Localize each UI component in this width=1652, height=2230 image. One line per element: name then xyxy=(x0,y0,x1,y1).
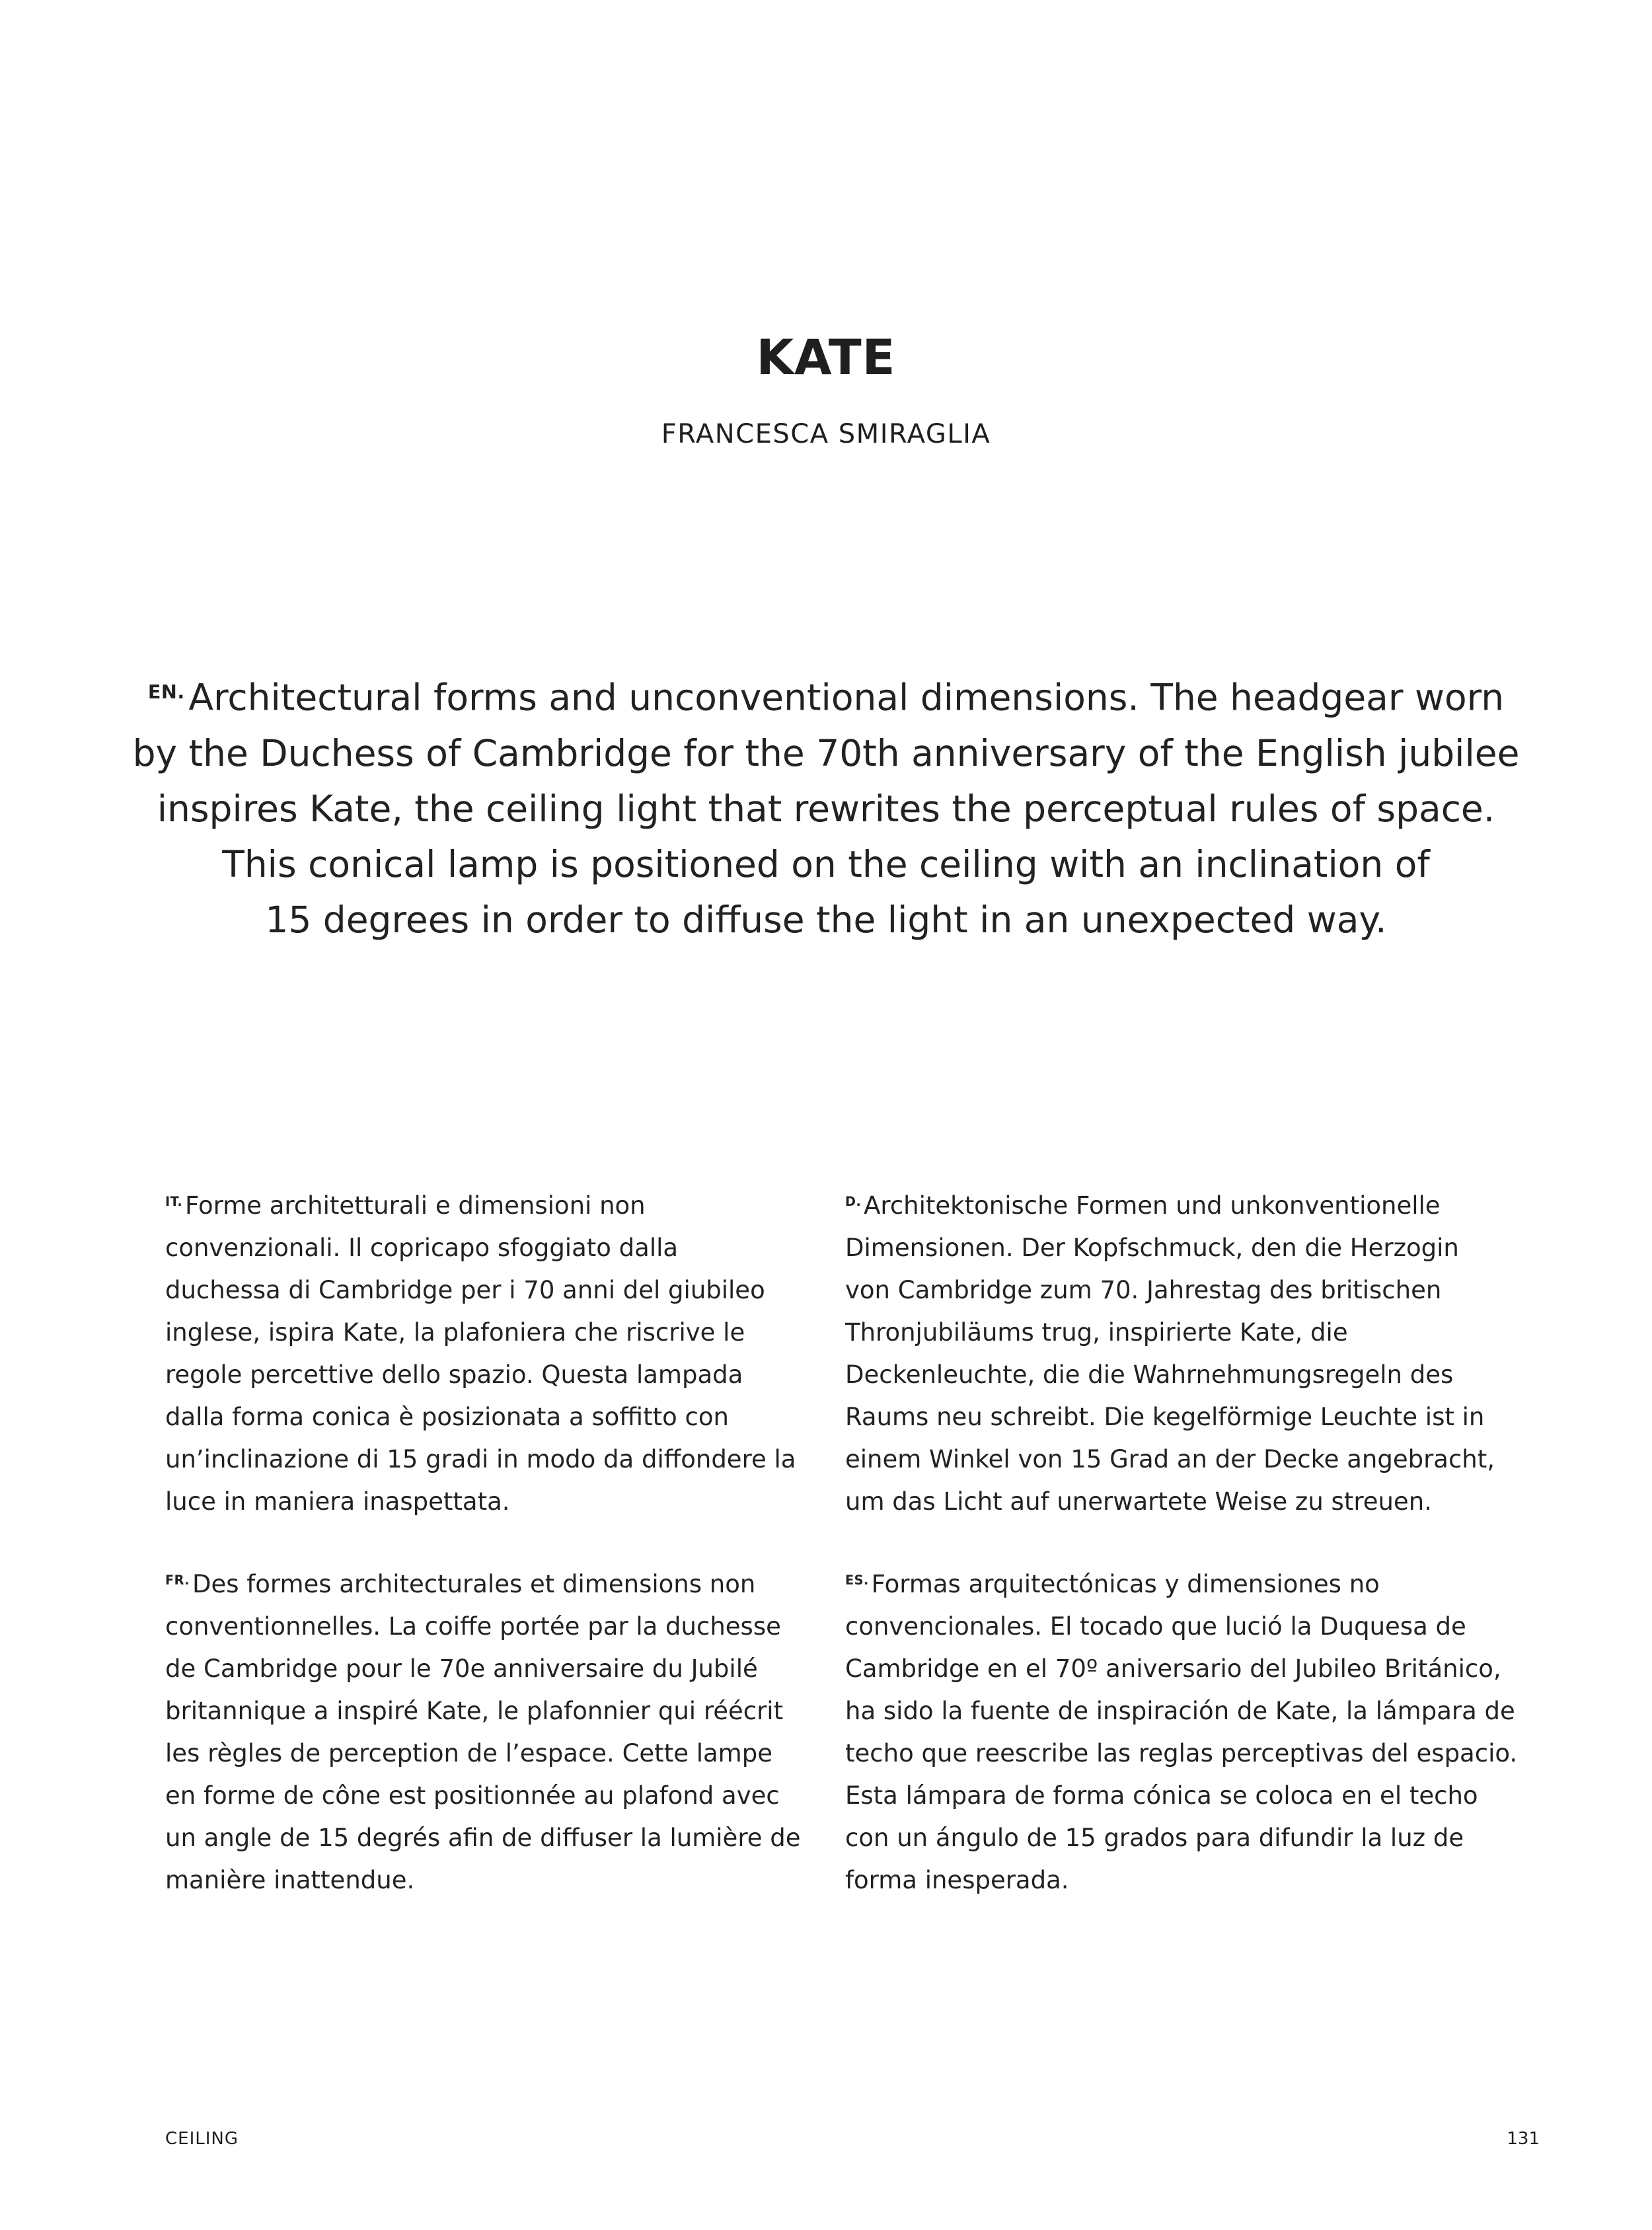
paragraph-line: con un ángulo de 15 grados para difundir la luz de xyxy=(845,1823,1464,1852)
paragraph-de xyxy=(845,1181,1499,1523)
paragraph-line: Esta lámpara de forma cónica se coloca en el techo xyxy=(845,1781,1478,1810)
language-tag: ES. xyxy=(845,1573,869,1588)
paragraph-line: Cambridge en el 70º aniversario del Jubileo Británico, xyxy=(845,1654,1501,1683)
intro-line: by the Duchess of Cambridge for the 70th anniversary of the English jubilee xyxy=(132,731,1520,774)
paragraph-line: manière inattendue. xyxy=(165,1865,415,1894)
paragraph-line: convenzionali. Il copricapo sfoggiato dalla xyxy=(165,1233,679,1262)
intro-line: inspires Kate, the ceiling light that rewrites the perceptual rules of space. xyxy=(157,787,1495,830)
paragraph-line: um das Licht auf unerwartete Weise zu streuen. xyxy=(845,1487,1432,1516)
paragraph-line xyxy=(165,1181,819,1227)
paragraph-line: duchessa di Cambridge per i 70 anni del giubileo xyxy=(165,1275,765,1304)
language-tag: EN. xyxy=(147,681,185,703)
page-title: KATE xyxy=(756,330,896,386)
paragraph-line: einem Winkel von 15 Grad an der Decke angebracht, xyxy=(845,1444,1495,1473)
paragraph-line: regole percettive dello spazio. Questa lampada xyxy=(165,1360,743,1389)
paragraph-line xyxy=(845,1181,1499,1227)
section-label: CEILING xyxy=(165,2129,239,2149)
intro-line xyxy=(119,664,1533,725)
paragraph-line: convencionales. El tocado que lució la Duquesa de xyxy=(845,1612,1466,1641)
paragraph-line: conventionnelles. La coiffe portée par la duchesse xyxy=(165,1612,781,1641)
paragraph-line xyxy=(165,1559,819,1606)
paragraph-line: inglese, ispira Kate, la plafoniera che riscrive le xyxy=(165,1318,745,1347)
paragraph-line: techo que reescribe las reglas perceptivas del espacio. xyxy=(845,1738,1518,1767)
intro-line: 15 degrees in order to diffuse the light in an unexpected way. xyxy=(265,898,1387,941)
paragraph-line-text: Architektonische Formen und unkonventionelle xyxy=(864,1191,1441,1220)
paragraph-it xyxy=(165,1181,819,1523)
paragraph-line-text: Forme architetturali e dimensioni non xyxy=(185,1191,646,1220)
language-tag: FR. xyxy=(165,1573,190,1588)
paragraph-line: Thronjubiläums trug, inspirierte Kate, die xyxy=(845,1318,1348,1347)
paragraph-line: britannique a inspiré Kate, le plafonnier qui réécrit xyxy=(165,1696,784,1725)
language-tag: D. xyxy=(845,1194,862,1209)
paragraph-line: les règles de perception de l’espace. Cette lampe xyxy=(165,1738,772,1767)
paragraph-line xyxy=(845,1559,1499,1606)
paragraph-line: forma inesperada. xyxy=(845,1865,1069,1894)
language-tag: IT. xyxy=(165,1194,183,1209)
paragraph-line: de Cambridge pour le 70e anniversaire du Jubilé xyxy=(165,1654,758,1683)
designer-name: FRANCESCA SMIRAGLIA xyxy=(661,419,991,449)
paragraph-line: luce in maniera inaspettata. xyxy=(165,1487,510,1516)
paragraph-line: ha sido la fuente de inspiración de Kate, la lámpara de xyxy=(845,1696,1515,1725)
paragraph-line: Deckenleuchte, die die Wahrnehmungsregeln des xyxy=(845,1360,1454,1389)
intro-paragraph-en xyxy=(119,664,1533,948)
paragraph-line: von Cambridge zum 70. Jahrestag des britischen xyxy=(845,1275,1442,1304)
paragraph-line-text: Formas arquitectónicas y dimensiones no xyxy=(871,1569,1380,1598)
intro-line: This conical lamp is positioned on the ceiling with an inclination of xyxy=(222,842,1430,885)
paragraph-fr xyxy=(165,1559,819,1902)
paragraph-line: en forme de cône est positionnée au plafond avec xyxy=(165,1781,780,1810)
paragraph-line-text: Des formes architecturales et dimensions non xyxy=(192,1569,756,1598)
paragraph-line: un’inclinazione di 15 gradi in modo da diffondere la xyxy=(165,1444,796,1473)
paragraph-line: dalla forma conica è posizionata a soffitto con xyxy=(165,1402,729,1431)
paragraph-line: un angle de 15 degrés afin de diffuser la lumière de xyxy=(165,1823,801,1852)
paragraph-es xyxy=(845,1559,1518,1902)
paragraph-line: Dimensionen. Der Kopfschmuck, den die Herzogin xyxy=(845,1233,1459,1262)
paragraph-line: Raums neu schreibt. Die kegelförmige Leuchte ist in xyxy=(845,1402,1485,1431)
intro-line-text: Architectural forms and unconventional dimensions. The headgear worn xyxy=(188,676,1505,719)
page-number: 131 xyxy=(1507,2129,1540,2149)
